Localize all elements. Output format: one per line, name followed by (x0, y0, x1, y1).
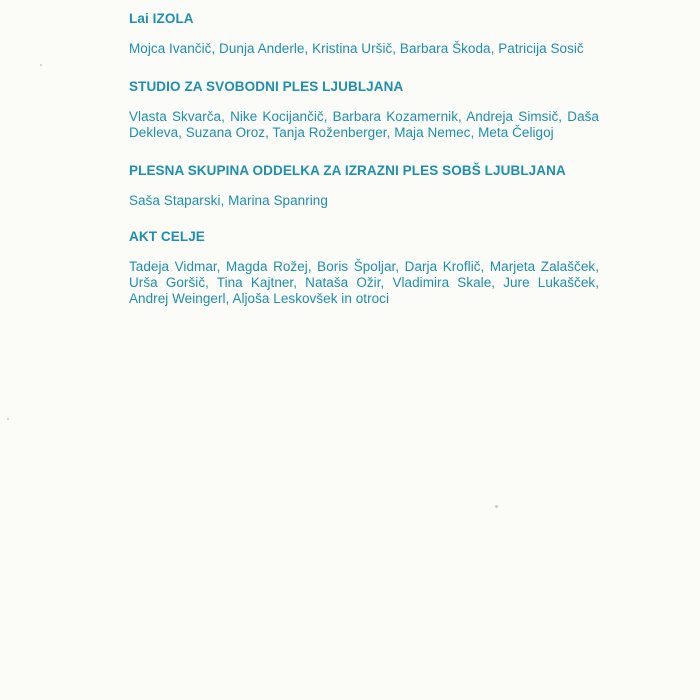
group-title: PLESNA SKUPINA ODDELKA ZA IZRAZNI PLES SOBŠ LJUBLJANA (129, 163, 566, 178)
group-akt-celje (129, 229, 599, 307)
paper-speck (495, 505, 498, 508)
group-members: Tadeja Vidmar, Magda Rožej, Boris Špoljar, Darja Kroflič, Marjeta Zalašček, Urša Goršič, Tina Kajtner, Nataša Ožir, Vladimira Skale, Jure Lukašček, Andrej Weingerl, Aljoša Leskovšek in otroci (129, 259, 599, 306)
ensemble-list (129, 11, 599, 328)
group-title: STUDIO ZA SVOBODNI PLES LJUBLJANA (129, 79, 404, 94)
group-members: Saša Staparski, Marina Spanring (129, 193, 328, 208)
group-studio-za-svobodni-ples (129, 79, 599, 141)
paper-speck (40, 64, 42, 66)
paper-speck (7, 418, 9, 420)
group-title: Lai IZOLA (129, 11, 194, 26)
group-title: AKT CELJE (129, 229, 205, 244)
group-plesna-skupina-sobs (129, 163, 599, 209)
group-lai-izola (129, 11, 599, 57)
group-members: Vlasta Skvarča, Nike Kocijančič, Barbara Kozamernik, Andreja Simsič, Daša Dekleva, Suzana Oroz, Tanja Roženberger, Maja Nemec, Meta Čeligoj (129, 109, 599, 140)
group-members: Mojca Ivančič, Dunja Anderle, Kristina Uršič, Barbara Škoda, Patricija Sosič (129, 41, 584, 56)
